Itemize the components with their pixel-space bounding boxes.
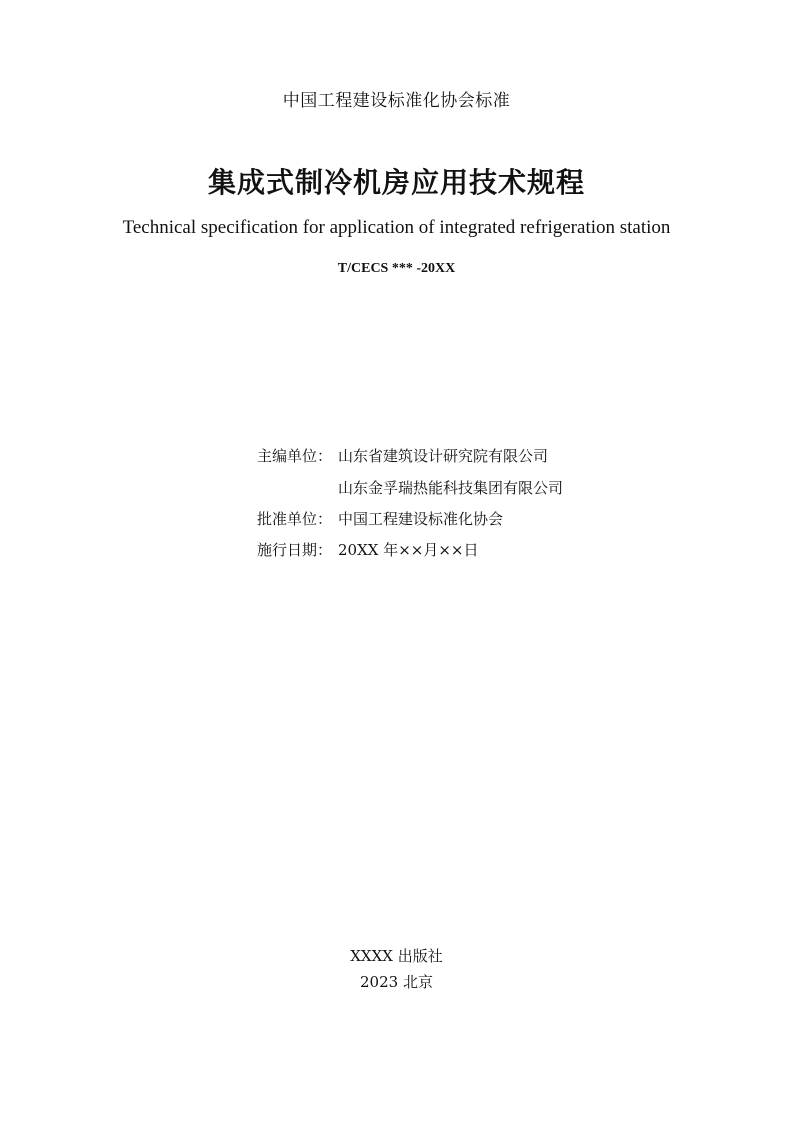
chief-editor-2: 山东金孚瑞热能科技集团有限公司	[338, 479, 564, 497]
publication-place-year: 2023 北京	[360, 973, 433, 991]
chief-editor-row	[257, 446, 548, 466]
effective-date-label: 施行日期：	[257, 541, 333, 559]
chief-editor-label: 主编单位：	[257, 447, 333, 465]
english-title: Technical specification for application of integrated refrigeration station	[122, 217, 671, 238]
publisher: XXXX 出版社	[350, 947, 443, 965]
effective-date-row	[257, 540, 479, 560]
association-standard-label: 中国工程建设标准化协会标准	[282, 91, 511, 111]
chief-editor-row-2	[257, 478, 563, 498]
chief-editor-1: 山东省建筑设计研究院有限公司	[338, 447, 549, 465]
approver: 中国工程建设标准化协会	[338, 510, 504, 528]
chinese-title: 集成式制冷机房应用技术规程	[207, 166, 585, 199]
approver-row	[257, 509, 503, 529]
standard-code: T/CECS *** -20XX	[337, 261, 456, 276]
effective-date: 20XX 年××月××日	[338, 541, 479, 559]
approver-label: 批准单位：	[257, 510, 333, 528]
